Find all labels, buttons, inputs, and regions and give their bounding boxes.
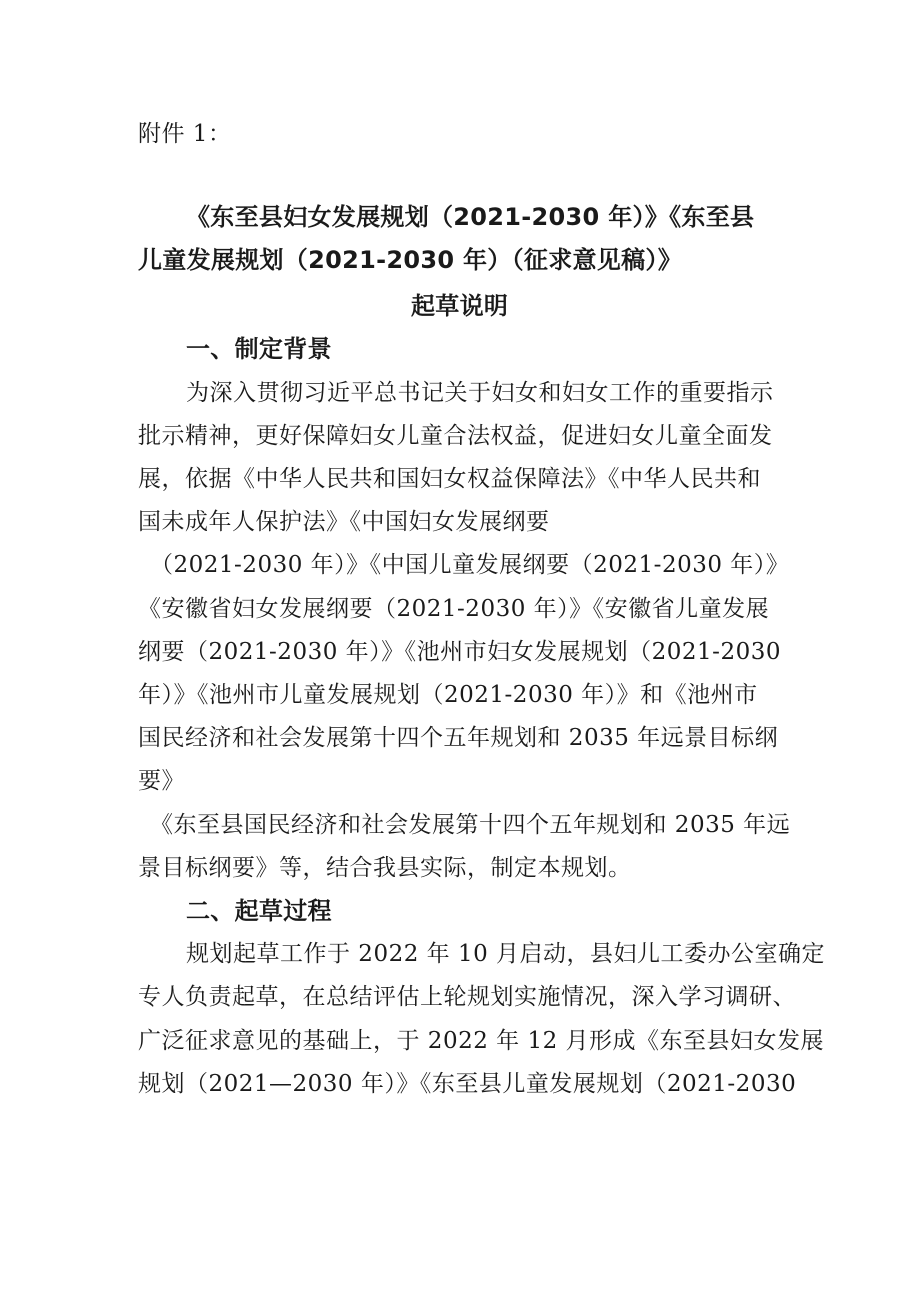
paragraph-line: 国未成年人保护法》《中国妇女发展纲要 xyxy=(138,509,550,535)
paragraph-line: 为深入贯彻习近平总书记关于妇女和妇女工作的重要指示 xyxy=(186,380,774,406)
paragraph-line: 规划起草工作于 2022 年 10 月启动，县妇儿工委办公室确定 xyxy=(186,941,826,967)
paragraph-line: 《安徽省妇女发展纲要（2021-2030 年）》《安徽省儿童发展 xyxy=(138,596,770,622)
paragraph-line: 专人负责起草，在总结评估上轮规划实施情况，深入学习调研、 xyxy=(138,984,796,1010)
paragraph-line: 要》 xyxy=(138,768,185,794)
section-heading-background: 一、制定背景 xyxy=(186,335,332,363)
paragraph-line: 《东至县国民经济和社会发展第十四个五年规划和 2035 年远 xyxy=(150,812,791,838)
paragraph-line: 展，依据《中华人民共和国妇女权益保障法》《中华人民共和 xyxy=(138,466,761,492)
paragraph-line: 国民经济和社会发展第十四个五年规划和 2035 年远景目标纲 xyxy=(138,725,779,751)
paragraph-line: 批示精神，更好保障妇女儿童合法权益，促进妇女儿童全面发 xyxy=(138,423,773,449)
paragraph-line: （2021-2030 年）》《中国儿童发展纲要（2021-2030 年）》 xyxy=(150,552,790,578)
section-heading-process: 二、起草过程 xyxy=(186,897,332,925)
document-title-line-2: 儿童发展规划（2021-2030 年）（征求意见稿）》 xyxy=(138,246,683,274)
paragraph-line: 纲要（2021-2030 年）》《池州市妇女发展规划（2021-2030 xyxy=(138,639,781,665)
paragraph-line: 广泛征求意见的基础上，于 2022 年 12 月形成《东至县妇女发展 xyxy=(138,1028,825,1054)
paragraph-line: 规划（2021—2030 年）》《东至县儿童发展规划（2021-2030 xyxy=(138,1071,797,1097)
attachment-label: 附件 1： xyxy=(138,121,232,147)
paragraph-line: 景目标纲要》等，结合我县实际，制定本规划。 xyxy=(138,855,632,881)
document-title-line-3: 起草说明 xyxy=(411,292,509,320)
paragraph-line: 年）》《池州市儿童发展规划（2021-2030 年）》和《池州市 xyxy=(138,682,758,708)
document-title-line-1: 《东至县妇女发展规划（2021-2030 年）》《东至县 xyxy=(186,203,755,231)
